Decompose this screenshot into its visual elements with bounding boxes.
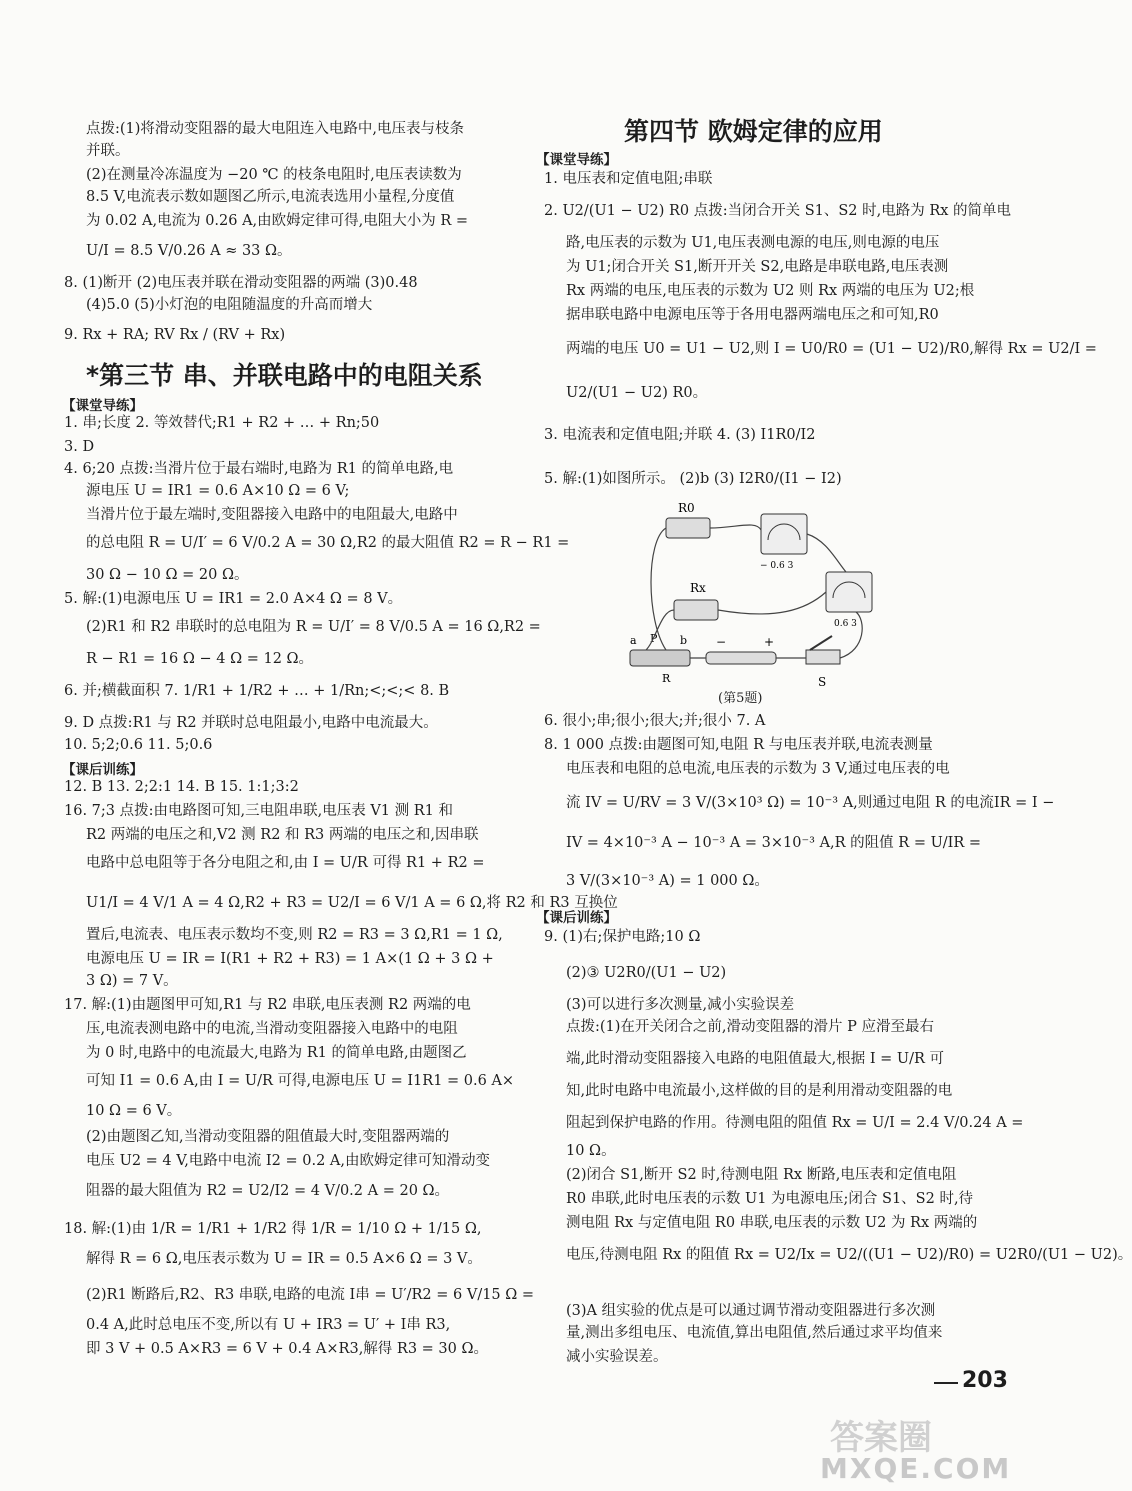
text-line: 路,电压表的示数为 U1,电压表测电源的电压,则电源的电压 — [566, 235, 940, 251]
text-line: 10. 5;2;0.6 11. 5;0.6 — [64, 737, 213, 753]
text-line: 流 IV = U/RV = 3 V/(3×10³ Ω) = 10⁻³ A,则通过电阻 R 的电流IR = I − — [566, 795, 1055, 811]
circuit-diagram — [626, 500, 886, 700]
text-line: 8.5 V,电流表示数如题图乙所示,电流表选用小量程,分度值 — [86, 189, 455, 205]
text-line: 6. 并;横截面积 7. 1/R1 + 1/R2 + … + 1/Rn;<;<;< 8. B — [64, 683, 450, 699]
text-line: 3 V/(3×10⁻³ A) = 1 000 Ω。 — [566, 873, 769, 889]
text-line: 解得 R = 6 Ω,电压表示数为 U = IR = 0.5 A×6 Ω = 3 V。 — [86, 1251, 482, 1267]
text-line: 据串联电路中电源电压等于各用电器两端电压之和可知,R0 — [566, 307, 939, 323]
text-line: U1/I = 4 V/1 A = 4 Ω,R2 + R3 = U2/I = 6 V/1 A = 6 Ω,将 R2 和 R3 互换位 — [86, 895, 618, 911]
text-line: 即 3 V + 0.5 A×R3 = 6 V + 0.4 A×R3,解得 R3 = 30 Ω。 — [86, 1341, 488, 1357]
label-plus: + — [764, 635, 775, 649]
text-line: 电压,待测电阻 Rx 的阻值 Rx = U2/Ix = U2/((U1 − U2)/R0) = U2R0/(U1 − U2)。 — [566, 1247, 1132, 1263]
text-line: 18. 解:(1)由 1/R = 1/R1 + 1/R2 得 1/R = 1/10 Ω + 1/15 Ω, — [64, 1221, 482, 1237]
section-tag: 【课堂导练】 — [62, 398, 143, 414]
text-line: 电压 U2 = 4 V,电路中电流 I2 = 0.2 A,由欧姆定律可知滑动变 — [86, 1153, 490, 1169]
text-line: 8. 1 000 点拨:由题图可知,电阻 R 与电压表并联,电流表测量 — [544, 737, 933, 753]
text-line: 12. B 13. 2;2:1 14. B 15. 1:1;3:2 — [64, 779, 299, 795]
watermark-site: MXQE.COM — [820, 1452, 1012, 1485]
text-line: (2)R1 和 R2 串联时的总电阻为 R = U/I′ = 8 V/0.5 A = 16 Ω,R2 = — [86, 619, 541, 635]
figure-caption: (第5题) — [718, 691, 763, 706]
text-line: 源电压 U = IR1 = 0.6 A×10 Ω = 6 V; — [86, 483, 350, 499]
text-line: IV = 4×10⁻³ A − 10⁻³ A = 3×10⁻³ A,R 的阻值 R = U/IR = — [566, 835, 982, 851]
rheostat — [630, 650, 690, 666]
text-line: R0 串联,此时电压表的示数 U1 为电源电压;闭合 S1、S2 时,待 — [566, 1191, 974, 1207]
text-line: 16. 7;3 点拨:由电路图可知,三电阻串联,电压表 V1 测 R1 和 — [64, 803, 453, 819]
text-line: (2)在测量冷冻温度为 −20 ℃ 的枝条电阻时,电压表读数为 — [86, 167, 462, 183]
text-line: 5. 解:(1)电源电压 U = IR1 = 2.0 A×4 Ω = 8 V。 — [64, 591, 403, 607]
text-line: 1. 电压表和定值电阻;串联 — [544, 171, 713, 187]
text-line: 9. (1)右;保护电路;10 Ω — [544, 929, 701, 945]
text-line: 为 0.02 A,电流为 0.26 A,由欧姆定律可得,电阻大小为 R = — [86, 213, 469, 229]
text-line: 电路中总电阻等于各分电阻之和,由 I = U/R 可得 R1 + R2 = — [86, 855, 485, 871]
text-line: Rx 两端的电压,电压表的示数为 U2 则 Rx 两端的电压为 U2;根 — [566, 283, 975, 299]
text-line: 5. 解:(1)如图所示。 (2)b (3) I2R0/(I1 − I2) — [544, 471, 842, 487]
label-rx: Rx — [690, 581, 706, 595]
text-line: (3)可以进行多次测量,减小实验误差 — [566, 997, 795, 1013]
battery — [706, 652, 776, 664]
text-line: 置后,电流表、电压表示数均不变,则 R2 = R3 = 3 Ω,R1 = 1 Ω, — [86, 927, 503, 943]
section-tag: 【课后训练】 — [62, 762, 143, 778]
text-line: 6. 很小;串;很小;很大;并;很小 7. A — [544, 713, 766, 729]
text-line: R − R1 = 16 Ω − 4 Ω = 12 Ω。 — [86, 651, 314, 667]
text-line: (3)A 组实验的优点是可以通过调节滑动变阻器进行多次测 — [566, 1303, 936, 1319]
text-line: 4. 6;20 点拨:当滑片位于最右端时,电路为 R1 的简单电路,电 — [64, 461, 454, 477]
text-line: 3. 电流表和定值电阻;并联 4. (3) I1R0/I2 — [544, 427, 816, 443]
text-line: (2)闭合 S1,断开 S2 时,待测电阻 Rx 断路,电压表和定值电阻 — [566, 1167, 957, 1183]
resistor-r0 — [666, 518, 710, 538]
text-line: (2)由题图乙知,当滑动变阻器的阻值最大时,变阻器两端的 — [86, 1129, 450, 1145]
switch-lever — [810, 636, 832, 650]
text-line: U/I = 8.5 V/0.26 A ≈ 33 Ω。 — [86, 243, 292, 259]
text-line: 2. U2/(U1 − U2) R0 点拨:当闭合开关 S1、S2 时,电路为 Rx 的简单电 — [544, 203, 1012, 219]
text-line: 阻器的最大阻值为 R2 = U2/I2 = 4 V/0.2 A = 20 Ω。 — [86, 1183, 450, 1199]
text-line: 0.4 A,此时总电压不变,所以有 U + IR3 = U′ + I串 R3, — [86, 1317, 451, 1333]
text-line: 电压表和电阻的总电流,电压表的示数为 3 V,通过电压表的电 — [566, 761, 950, 777]
text-line: 电源电压 U = IR = I(R1 + R2 + R3) = 1 A×(1 Ω + 3 Ω + — [86, 951, 494, 967]
text-line: 当滑片位于最左端时,变阻器接入电路中的电阻最大,电路中 — [86, 507, 458, 523]
switch — [806, 650, 840, 664]
text-line: 1. 串;长度 2. 等效替代;R1 + R2 + … + Rn;50 — [64, 415, 380, 431]
text-line: 并联。 — [86, 143, 130, 159]
section-title: 第四节 欧姆定律的应用 — [624, 117, 883, 146]
text-line: 减小实验误差。 — [566, 1349, 668, 1365]
text-line: 量,测出多组电压、电流值,算出电阻值,然后通过求平均值来 — [566, 1325, 943, 1341]
text-line: 两端的电压 U0 = U1 − U2,则 I = U0/R0 = (U1 − U2)/R0,解得 Rx = U2/I = — [566, 341, 1097, 357]
text-line: 端,此时滑动变阻器接入电路的电阻值最大,根据 I = U/R 可 — [566, 1051, 945, 1067]
text-line: 17. 解:(1)由题图甲可知,R1 与 R2 串联,电压表测 R2 两端的电 — [64, 997, 471, 1013]
resistor-rx — [674, 600, 718, 620]
text-line: 测电阻 Rx 与定值电阻 R0 串联,电压表的示数 U2 为 Rx 两端的 — [566, 1215, 978, 1231]
page-number-rule — [934, 1382, 958, 1384]
text-line: 3. D — [64, 439, 95, 455]
label-minus: − — [716, 635, 727, 649]
text-line: R2 两端的电压之和,V2 测 R2 和 R3 两端的电压之和,因串联 — [86, 827, 479, 843]
text-line: 3 Ω) = 7 V。 — [86, 973, 178, 989]
label-meter1: − 0.6 3 — [760, 561, 794, 571]
watermark-logo: 答案圈 — [830, 1418, 932, 1458]
text-line: 9. Rx + RA; RV Rx / (RV + Rx) — [64, 327, 286, 343]
text-line: 10 Ω。 — [566, 1143, 616, 1159]
label-s: S — [818, 675, 827, 689]
text-line: 可知 I1 = 0.6 A,由 I = U/R 可得,电源电压 U = I1R1 = 0.6 A× — [86, 1073, 515, 1089]
label-b: b — [680, 634, 688, 647]
text-line: 点拨:(1)将滑动变阻器的最大电阻连入电路中,电压表与枝条 — [86, 121, 465, 137]
ammeter-2 — [826, 572, 872, 612]
page-number: 203 — [962, 1368, 1008, 1393]
text-line: U2/(U1 − U2) R0。 — [566, 385, 708, 401]
text-line: 的总电阻 R = U/I′ = 6 V/0.2 A = 30 Ω,R2 的最大阻值 R2 = R − R1 = — [86, 535, 570, 551]
label-a: a — [630, 634, 637, 647]
text-line: (2)R1 断路后,R2、R3 串联,电路的电流 I串 = U′/R2 = 6 V/15 Ω = — [86, 1287, 535, 1303]
label-p: P — [650, 632, 658, 645]
text-line: 知,此时电路中电流最小,这样做的目的是利用滑动变阻器的电 — [566, 1083, 953, 1099]
text-line: 为 0 时,电路中的电流最大,电路为 R1 的简单电路,由题图乙 — [86, 1045, 467, 1061]
text-line: 压,电流表测电路中的电流,当滑动变阻器接入电路中的电阻 — [86, 1021, 458, 1037]
text-line: 8. (1)断开 (2)电压表并联在滑动变阻器的两端 (3)0.48 — [64, 275, 418, 291]
label-r: R — [662, 672, 671, 685]
text-line: 点拨:(1)在开关闭合之前,滑动变阻器的滑片 P 应滑至最右 — [566, 1019, 935, 1035]
text-line: (4)5.0 (5)小灯泡的电阻随温度的升高而增大 — [86, 297, 373, 313]
label-r0: R0 — [678, 501, 695, 515]
text-line: (2)③ U2R0/(U1 − U2) — [566, 965, 727, 981]
section-tag: 【课堂导练】 — [536, 152, 617, 168]
section-tag: 【课后训练】 — [536, 910, 617, 926]
text-line: 为 U1;闭合开关 S1,断开开关 S2,电路是串联电路,电压表测 — [566, 259, 949, 275]
text-line: 10 Ω = 6 V。 — [86, 1103, 182, 1119]
text-line: 30 Ω − 10 Ω = 20 Ω。 — [86, 567, 249, 583]
ammeter-1 — [761, 514, 807, 554]
text-line: 阻起到保护电路的作用。待测电阻的阻值 Rx = U/I = 2.4 V/0.24 A = — [566, 1115, 1024, 1131]
label-meter2: 0.6 3 — [834, 619, 857, 629]
text-line: 9. D 点拨:R1 与 R2 并联时总电阻最小,电路中电流最大。 — [64, 715, 438, 731]
section-title: *第三节 串、并联电路中的电阻关系 — [86, 361, 483, 390]
